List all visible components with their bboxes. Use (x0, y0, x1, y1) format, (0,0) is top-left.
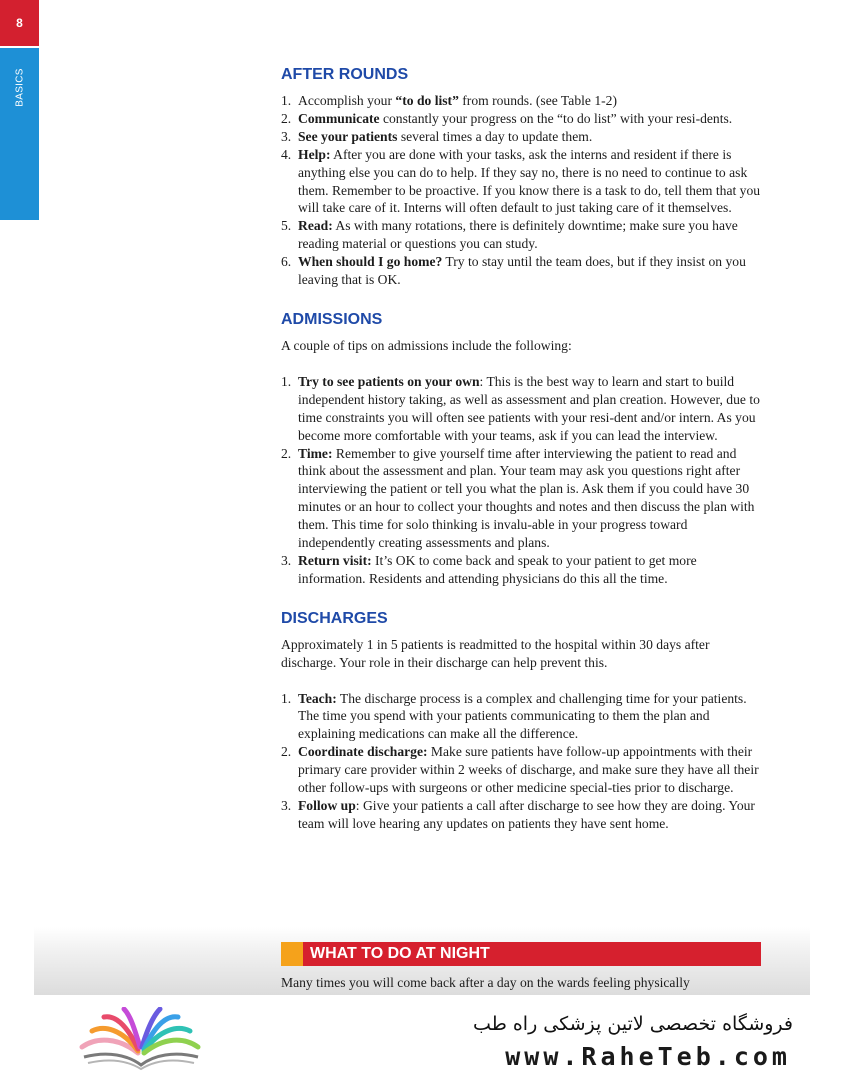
side-tab (0, 48, 39, 220)
list-item (281, 146, 763, 218)
footer-url: www.RaheTeb.com (505, 1042, 791, 1071)
list-text: from rounds. (see Table 1-2) (458, 93, 617, 108)
list-bold: Time: (298, 445, 333, 461)
list-item (281, 373, 763, 445)
list-item (281, 690, 763, 744)
footer-store-name: فروشگاه تخصصی لاتین پزشکی راه طب (473, 1013, 793, 1035)
page-number: 8 (0, 0, 39, 46)
list-number: 1. (281, 373, 292, 389)
list-item (281, 797, 763, 833)
list-number: 6. (281, 254, 292, 270)
list-text: : Give your patients a call after discharge to see how they are doing. Your team will love hearing any updates on patients they have sent home. (298, 798, 755, 831)
list-text: Try to stay until the team does, but if they insist on you leaving that is OK. (298, 254, 746, 288)
side-tab-label: BASICS (14, 68, 25, 107)
admissions-intro: A couple of tips on admissions include the following: (281, 337, 572, 353)
list-bold: See your patients (298, 128, 398, 144)
list-text: : This is the best way to learn and start to build independent history taking, as well as assessment and plan creation. However, due to time constraints you will often see patients with your resi-dent and/or intern. As you become more comfortable with your teams, ask if you can lead the interview. (298, 373, 760, 443)
footer-watermark (0, 995, 843, 1080)
section-heading-admissions: ADMISSIONS (281, 310, 383, 328)
banner-accent (281, 942, 303, 966)
list-number: 3. (281, 128, 292, 144)
list-bold: Teach: (298, 690, 337, 706)
list-bold: Read: (298, 218, 333, 234)
list-text: Make sure patients have follow-up appointments with their primary care provider within 2 weeks of discharge, and make sure they have all their other follow-ups with surgeons or other medicine special-ties prior to discharge. (298, 744, 759, 796)
list-number: 1. (281, 690, 292, 706)
section-banner-night (281, 942, 761, 966)
list-number: 3. (281, 798, 292, 813)
list-bold: Help: (298, 146, 331, 162)
list-bold: Follow up (298, 798, 356, 813)
list-number: 5. (281, 218, 292, 234)
list-item (281, 253, 763, 289)
list-item (281, 128, 763, 146)
list-item (281, 743, 763, 797)
main-content (281, 66, 763, 833)
list-number: 2. (281, 110, 292, 126)
list-item (281, 445, 763, 552)
discharges-list (281, 690, 763, 833)
section-heading-after-rounds: AFTER ROUNDS (281, 66, 409, 83)
list-bold: Return visit: (298, 552, 372, 568)
list-bold: Coordinate discharge: (298, 744, 428, 760)
admissions-list (281, 373, 763, 588)
after-rounds-list (281, 92, 763, 289)
discharges-intro: Approximately 1 in 5 patients is readmitted to the hospital within 30 days after discharge. Your role in their discharge can help prevent this. (281, 636, 710, 670)
list-text: The discharge process is a complex and challenging time for your patients. The time you spend with your patients communicating to them the plan and explaining medications can make all the difference. (298, 690, 747, 742)
list-number: 2. (281, 744, 292, 760)
list-number: 2. (281, 445, 292, 461)
list-bold: Communicate (298, 110, 380, 126)
list-text: After you are done with your tasks, ask the interns and resident if there is anything else you can do to help. If they say no, there is no need to continue to ask them. Remember to be proactive. If you know there is a task to do, tell them that you will take care of it. Interns will often default to just taking care of it themselves. (298, 146, 761, 216)
banner-title: WHAT TO DO AT NIGHT (310, 945, 490, 962)
section-heading-discharges: DISCHARGES (281, 609, 388, 627)
list-item (281, 92, 763, 110)
list-text: Accomplish your (298, 93, 396, 108)
list-bold: “to do list” (395, 93, 459, 108)
list-item (281, 110, 763, 128)
list-text: several times a day to update them. (397, 128, 593, 144)
list-number: 4. (281, 146, 292, 162)
list-number: 1. (281, 93, 292, 108)
list-text: As with many rotations, there is definitely downtime; make sure you have reading material or questions you can study. (298, 218, 738, 252)
list-text: It’s OK to come back and speak to your patient to get more information. Residents and attending physicians do this all the time. (298, 552, 697, 586)
open-book-logo-icon (78, 1007, 202, 1071)
list-bold: When should I go home? (298, 254, 443, 270)
list-item (281, 217, 763, 253)
list-text: Remember to give yourself time after interviewing the patient to read and think about the assessment and plan. Your team may ask you questions right after interviewing the patient or tell you what the plan is. Ask them if you could have 30 minutes or an hour to collect your thoughts and notes and then discuss the plan with them. This time for solo thinking is invalu-able in your progress toward independently creating assessments and plans. (298, 445, 755, 551)
list-item (281, 552, 763, 588)
list-number: 3. (281, 552, 292, 568)
list-text: constantly your progress on the “to do list” with your resi-dents. (379, 110, 733, 126)
night-paragraph: Many times you will come back after a day on the wards feeling physically (281, 975, 690, 990)
list-bold: Try to see patients on your own (298, 373, 480, 389)
